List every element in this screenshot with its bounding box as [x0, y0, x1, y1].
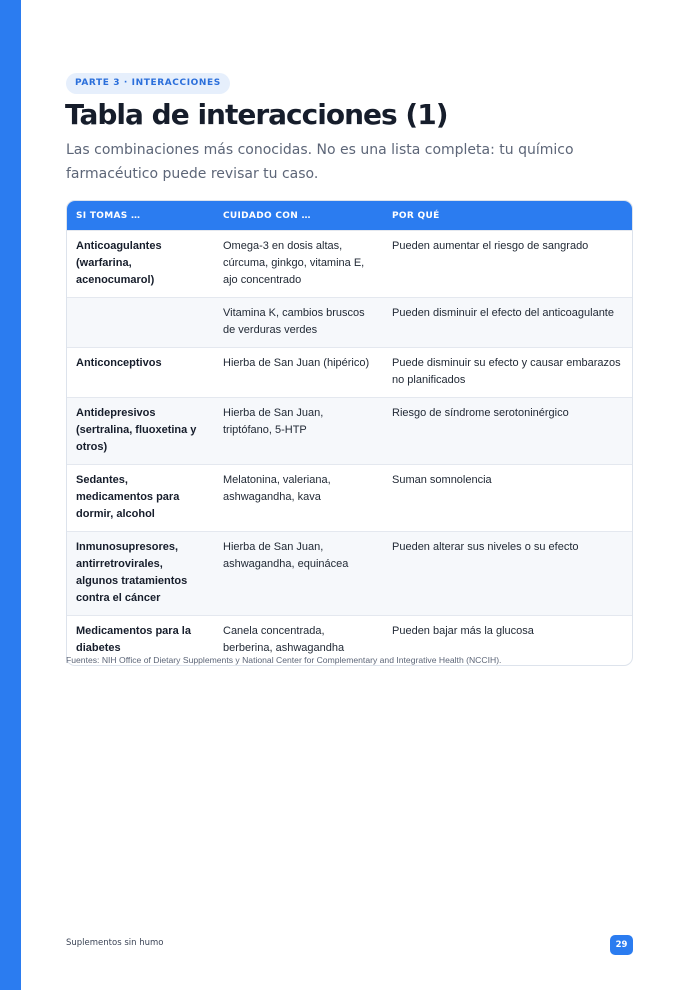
sources-note: Fuentes: NIH Office of Dietary Supplements y National Center for Complementary and Integrative Health (NCCIH).: [66, 655, 502, 665]
row-reason: Suman somnolencia: [383, 465, 632, 532]
row-caution: Hierba de San Juan (hipérico): [214, 348, 383, 398]
table-row: [67, 465, 632, 532]
row-medication: [67, 298, 214, 348]
row-caution: Vitamina K, cambios bruscos de verduras verdes: [214, 298, 383, 348]
row-medication: Antidepresivos (sertralina, fluoxetina y otros): [67, 398, 214, 465]
header-por-que: POR QUÉ: [383, 201, 632, 231]
page-subtitle: Las combinaciones más conocidas. No es una lista completa: tu químico farmacéutico puede revisar tu caso.: [66, 142, 574, 182]
section-label: PARTE 3 · INTERACCIONES: [66, 73, 230, 94]
row-medication: Sedantes, medicamentos para dormir, alcohol: [67, 465, 214, 532]
row-medication: Anticonceptivos: [67, 348, 214, 398]
row-reason: Pueden alterar sus niveles o su efecto: [383, 532, 632, 616]
accent-side-bar: [0, 0, 21, 990]
table-row: [67, 348, 632, 398]
row-reason: Pueden bajar más la glucosa: [383, 616, 632, 666]
interactions-table: [66, 200, 633, 666]
page-number-badge: 29: [610, 935, 633, 955]
table-row: [67, 398, 632, 465]
header-si-tomas: SI TOMAS …: [67, 201, 214, 231]
table-row: [67, 298, 632, 348]
header-cuidado-con: CUIDADO CON …: [214, 201, 383, 231]
table-row: [67, 231, 632, 298]
table-row: [67, 532, 632, 616]
row-caution: Canela concentrada, berberina, ashwagandha: [214, 616, 383, 666]
row-medication: Anticoagulantes (warfarina, acenocumarol): [67, 231, 214, 298]
footer-book-title: Suplementos sin humo: [66, 938, 164, 948]
row-caution: Melatonina, valeriana, ashwagandha, kava: [214, 465, 383, 532]
row-medication: Inmunosupresores, antirretrovirales, algunos tratamientos contra el cáncer: [67, 532, 214, 616]
row-reason: Pueden aumentar el riesgo de sangrado: [383, 231, 632, 298]
row-reason: Pueden disminuir el efecto del anticoagulante: [383, 298, 632, 348]
row-reason: Riesgo de síndrome serotoninérgico: [383, 398, 632, 465]
row-caution: Omega-3 en dosis altas, cúrcuma, ginkgo, vitamina E, ajo concentrado: [214, 231, 383, 298]
page-title: Tabla de interacciones (1): [65, 98, 448, 131]
row-caution: Hierba de San Juan, ashwagandha, equinácea: [214, 532, 383, 616]
row-caution: Hierba de San Juan, triptófano, 5-HTP: [214, 398, 383, 465]
row-reason: Puede disminuir su efecto y causar embarazos no planificados: [383, 348, 632, 398]
row-medication: Medicamentos para la diabetes: [67, 616, 214, 666]
table-header-row: [67, 201, 632, 231]
